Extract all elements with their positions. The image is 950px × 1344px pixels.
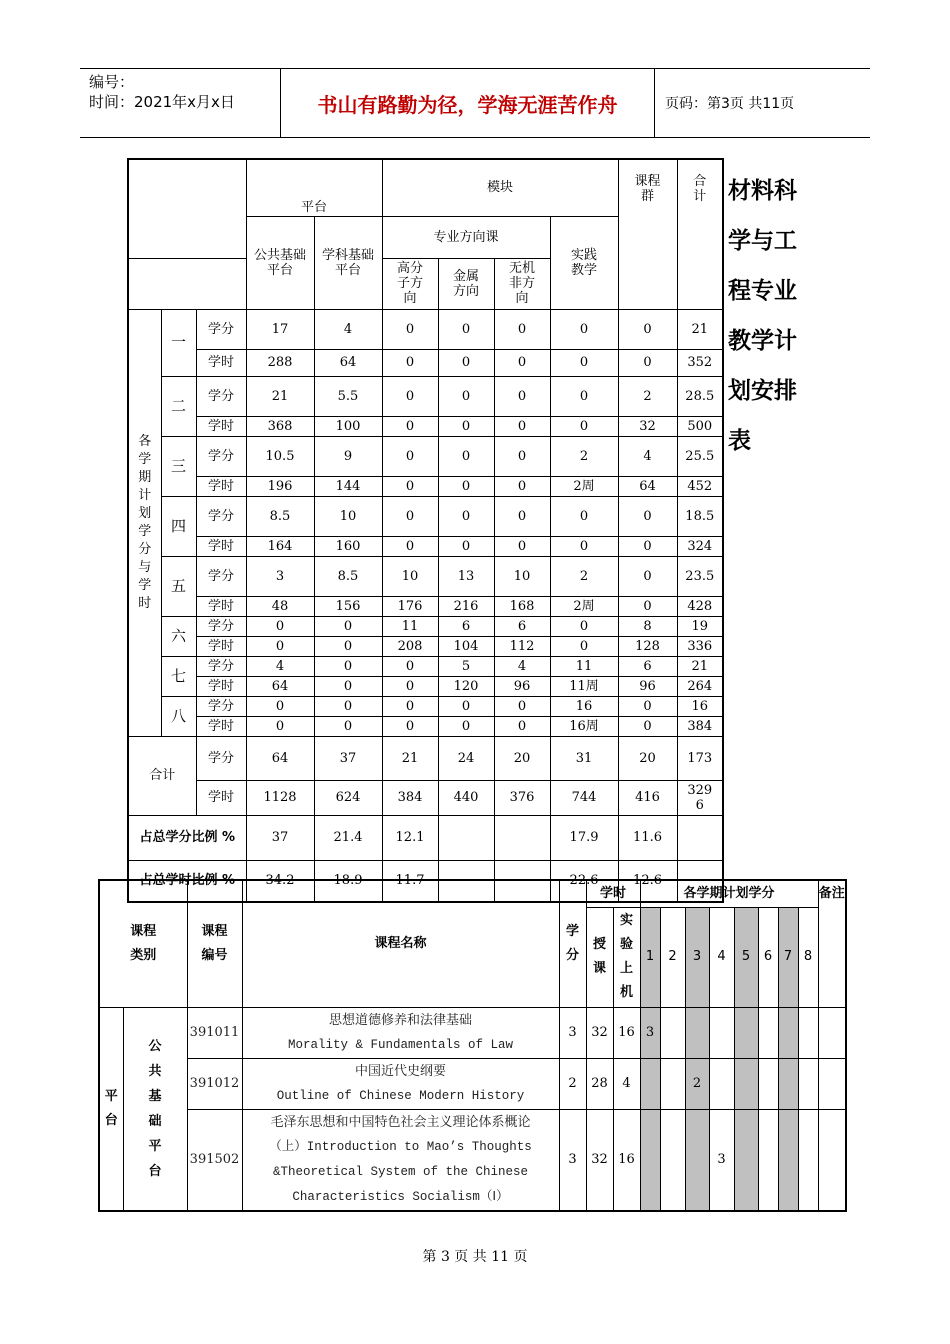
hour-cell: 0	[618, 536, 677, 556]
hour-ratio-cell: 22.6	[550, 860, 618, 902]
credit-cell: 0	[438, 309, 494, 349]
hour-cell: 144	[314, 476, 382, 496]
course-name	[242, 1109, 559, 1211]
course-remark	[818, 1109, 846, 1211]
hour-cell: 0	[382, 536, 438, 556]
category-level1: 平台	[99, 1007, 123, 1211]
credit-label: 学分	[196, 736, 246, 780]
course-semester-credit	[778, 1109, 798, 1211]
hour-cell: 368	[246, 416, 314, 436]
hour-cell: 100	[314, 416, 382, 436]
credit-label: 学分	[196, 556, 246, 596]
semester-row	[128, 536, 723, 556]
remark-header: 备注	[818, 880, 846, 1007]
credit-cell: 2	[550, 436, 618, 476]
course-semester-credit	[798, 1007, 818, 1058]
public-basic-header: 公共基础平台	[246, 216, 314, 309]
semester-header-3: 3	[685, 907, 709, 1007]
total-hour-cell: 744	[550, 780, 618, 815]
credit-cell: 0	[550, 616, 618, 636]
credit-ratio-cell	[677, 815, 723, 860]
semester-header-1: 1	[640, 907, 660, 1007]
course-code: 391011	[187, 1007, 242, 1058]
hour-ratio-cell: 34.2	[246, 860, 314, 902]
total-credit-cell: 37	[314, 736, 382, 780]
hour-cell: 0	[382, 716, 438, 736]
course-name-en: &Theoretical System of the Chinese	[272, 1164, 529, 1179]
course-semester-credit	[685, 1109, 709, 1211]
hour-cell: 452	[677, 476, 723, 496]
course-group-header: 课程群	[618, 159, 677, 309]
course-name-en: Characteristics Socialism（Ⅰ）	[292, 1189, 509, 1204]
course-table	[98, 879, 847, 1212]
semester-name: 四	[161, 496, 196, 556]
credit-ratio-cell: 21.4	[314, 815, 382, 860]
hour-cell: 0	[382, 349, 438, 376]
course-row	[99, 1109, 846, 1211]
semester-header-2: 2	[660, 907, 685, 1007]
credit-cell: 0	[550, 496, 618, 536]
hour-cell: 0	[618, 716, 677, 736]
polymer-header: 高分子方向	[382, 258, 438, 309]
hour-cell: 0	[314, 676, 382, 696]
page-footer: 第 3 页 共 11 页	[422, 1249, 528, 1265]
hour-cell: 156	[314, 596, 382, 616]
credit-ratio-cell: 17.9	[550, 815, 618, 860]
credit-cell: 10	[314, 496, 382, 536]
credit-ratio-cell	[494, 815, 550, 860]
credit-cell: 9	[314, 436, 382, 476]
credit-cell: 11	[382, 616, 438, 636]
semester-row	[128, 556, 723, 596]
header-meta	[80, 69, 281, 137]
credit-cell: 28.5	[677, 376, 723, 416]
hour-cell: 0	[494, 416, 550, 436]
course-semester-credit	[640, 1058, 660, 1109]
credit-cell: 17	[246, 309, 314, 349]
course-semester-credit	[734, 1109, 758, 1211]
credit-cell: 0	[246, 696, 314, 716]
course-lab: 16	[613, 1109, 640, 1211]
hour-cell: 0	[314, 716, 382, 736]
credit-cell: 4	[494, 656, 550, 676]
credit-header: 学分	[559, 880, 586, 1007]
total-credit-cell: 64	[246, 736, 314, 780]
hour-cell: 0	[494, 349, 550, 376]
semester-credits-header: 各学期计划学分	[640, 880, 818, 907]
semester-header-4: 4	[709, 907, 734, 1007]
hour-cell: 0	[382, 476, 438, 496]
course-code: 391502	[187, 1109, 242, 1211]
hour-cell: 384	[677, 716, 723, 736]
hour-cell: 0	[550, 416, 618, 436]
course-semester-credit	[640, 1109, 660, 1211]
hour-cell: 104	[438, 636, 494, 656]
page-header	[80, 68, 870, 138]
semester-name: 一	[161, 309, 196, 376]
credit-cell: 10.5	[246, 436, 314, 476]
semester-group-label: 各学期计划学分与学时	[128, 309, 161, 736]
course-semester-credit	[778, 1007, 798, 1058]
credit-label: 学分	[196, 376, 246, 416]
credit-cell: 21	[677, 656, 723, 676]
credit-cell: 2	[550, 556, 618, 596]
hour-cell: 288	[246, 349, 314, 376]
name-header: 课程名称	[242, 880, 559, 1007]
total-hour-cell: 1128	[246, 780, 314, 815]
hour-cell: 0	[382, 416, 438, 436]
credit-cell: 0	[494, 376, 550, 416]
course-remark	[818, 1007, 846, 1058]
semester-header-6: 6	[758, 907, 778, 1007]
credit-cell: 0	[246, 616, 314, 636]
course-row	[99, 1058, 846, 1109]
hour-cell: 64	[314, 349, 382, 376]
credit-ratio-cell: 37	[246, 815, 314, 860]
hour-cell: 0	[494, 536, 550, 556]
hour-cell: 96	[618, 676, 677, 696]
credit-cell: 4	[246, 656, 314, 676]
credit-ratio-cell: 12.1	[382, 815, 438, 860]
credit-cell: 0	[438, 496, 494, 536]
course-lab: 4	[613, 1058, 640, 1109]
summary-table	[127, 158, 724, 903]
hour-cell: 0	[550, 536, 618, 556]
header-page-info: 页码：第3页 共11页	[665, 96, 795, 112]
semester-name: 三	[161, 436, 196, 496]
total-credit-cell: 20	[494, 736, 550, 780]
credit-cell: 0	[438, 376, 494, 416]
credit-cell: 0	[550, 376, 618, 416]
hour-cell: 428	[677, 596, 723, 616]
hour-cell: 0	[382, 676, 438, 696]
hour-cell: 16周	[550, 716, 618, 736]
semester-row	[128, 436, 723, 476]
hour-label: 学时	[196, 536, 246, 556]
credit-label: 学分	[196, 616, 246, 636]
course-semester-credit	[685, 1007, 709, 1058]
course-semester-credit: 3	[709, 1109, 734, 1211]
hour-label: 学时	[196, 476, 246, 496]
semester-row	[128, 656, 723, 676]
hour-cell: 0	[438, 416, 494, 436]
semester-row	[128, 476, 723, 496]
credit-cell: 6	[618, 656, 677, 676]
course-semester-credit	[660, 1007, 685, 1058]
credit-cell: 0	[494, 696, 550, 716]
semester-row	[128, 376, 723, 416]
course-semester-credit	[660, 1058, 685, 1109]
credit-cell: 6	[494, 616, 550, 636]
hour-ratio-label: 占总学时比例 %	[128, 860, 246, 902]
hour-cell: 0	[550, 349, 618, 376]
credit-cell: 4	[618, 436, 677, 476]
total-credit-cell: 31	[550, 736, 618, 780]
course-lab: 16	[613, 1007, 640, 1058]
credit-cell: 0	[494, 309, 550, 349]
semester-row	[128, 496, 723, 536]
hour-cell: 0	[246, 716, 314, 736]
credit-ratio-label: 占总学分比例 %	[128, 815, 246, 860]
course-credit: 3	[559, 1007, 586, 1058]
corner-cell	[128, 159, 246, 258]
semester-row	[128, 309, 723, 349]
hour-label: 学时	[196, 349, 246, 376]
hour-label: 学时	[196, 676, 246, 696]
credit-label: 学分	[196, 656, 246, 676]
hour-cell: 164	[246, 536, 314, 556]
course-credit: 2	[559, 1058, 586, 1109]
hour-cell: 128	[618, 636, 677, 656]
course-code: 391012	[187, 1058, 242, 1109]
time-label: 时间：2021年x月x日	[89, 93, 235, 111]
hour-cell: 0	[438, 476, 494, 496]
hour-cell: 32	[618, 416, 677, 436]
total-credit-cell: 173	[677, 736, 723, 780]
total-hour-cell: 440	[438, 780, 494, 815]
total-row-label: 合计	[128, 736, 196, 815]
code-label: 编号：	[89, 73, 135, 91]
semester-row	[128, 416, 723, 436]
inorganic-header: 无机非方向	[494, 258, 550, 309]
credit-cell: 0	[494, 436, 550, 476]
course-semester-credit	[758, 1109, 778, 1211]
hour-cell: 160	[314, 536, 382, 556]
hour-cell: 0	[314, 636, 382, 656]
credit-cell: 19	[677, 616, 723, 636]
hour-cell: 11周	[550, 676, 618, 696]
course-name-cn: 思想道德修养和法律基础	[328, 1012, 472, 1028]
total-hour-cell: 624	[314, 780, 382, 815]
hour-cell: 196	[246, 476, 314, 496]
credit-cell: 21	[677, 309, 723, 349]
credit-cell: 4	[314, 309, 382, 349]
course-remark	[818, 1058, 846, 1109]
course-name-en: Outline of Chinese Modern History	[276, 1088, 525, 1103]
credit-cell: 16	[550, 696, 618, 716]
hour-cell: 0	[438, 716, 494, 736]
hour-cell: 2周	[550, 476, 618, 496]
credit-cell: 0	[618, 696, 677, 716]
semester-header-8: 8	[798, 907, 818, 1007]
hour-cell: 168	[494, 596, 550, 616]
credit-label: 学分	[196, 436, 246, 476]
credit-cell: 0	[438, 436, 494, 476]
semester-row	[128, 636, 723, 656]
course-credit: 3	[559, 1109, 586, 1211]
credit-cell: 8	[618, 616, 677, 636]
credit-cell: 5	[438, 656, 494, 676]
credit-cell: 0	[438, 696, 494, 716]
course-semester-credit	[798, 1109, 818, 1211]
hour-cell: 352	[677, 349, 723, 376]
credit-cell: 0	[314, 656, 382, 676]
credit-label: 学分	[196, 309, 246, 349]
credit-cell: 3	[246, 556, 314, 596]
semester-row	[128, 596, 723, 616]
semester-row	[128, 616, 723, 636]
hour-label: 学时	[196, 716, 246, 736]
total-header: 合计	[677, 159, 723, 309]
course-semester-credit: 2	[685, 1058, 709, 1109]
credit-cell: 0	[314, 616, 382, 636]
credit-cell: 8.5	[314, 556, 382, 596]
metal-header: 金属方向	[438, 258, 494, 309]
credit-cell: 25.5	[677, 436, 723, 476]
credit-cell: 16	[677, 696, 723, 716]
total-hour-cell: 376	[494, 780, 550, 815]
course-semester-credit	[734, 1058, 758, 1109]
hour-cell: 324	[677, 536, 723, 556]
total-credit-cell: 20	[618, 736, 677, 780]
hour-label: 学时	[196, 596, 246, 616]
total-hour-cell: 3296	[677, 780, 723, 815]
credit-label: 学分	[196, 696, 246, 716]
code-header: 课程编号	[187, 880, 242, 1007]
hours-header: 学时	[586, 880, 640, 907]
total-hour-cell: 416	[618, 780, 677, 815]
credit-cell: 0	[382, 309, 438, 349]
credit-cell: 8.5	[246, 496, 314, 536]
semester-row	[128, 696, 723, 716]
course-semester-credit	[758, 1058, 778, 1109]
semester-name: 七	[161, 656, 196, 696]
hour-ratio-cell: 18.9	[314, 860, 382, 902]
hour-label: 学时	[196, 416, 246, 436]
practice-header: 实践教学	[550, 216, 618, 309]
hour-cell: 0	[618, 349, 677, 376]
semester-name: 五	[161, 556, 196, 616]
hour-cell: 64	[246, 676, 314, 696]
semester-row	[128, 349, 723, 376]
course-name	[242, 1058, 559, 1109]
hour-cell: 120	[438, 676, 494, 696]
credit-cell: 2	[618, 376, 677, 416]
course-lecture: 32	[586, 1007, 613, 1058]
module-header: 模块	[382, 159, 618, 216]
hour-cell: 264	[677, 676, 723, 696]
corner-cell-lower	[128, 258, 246, 309]
header-motto: 书山有路勤为径，学海无涯苦作舟	[281, 69, 655, 137]
credit-ratio-cell	[438, 815, 494, 860]
hour-cell: 96	[494, 676, 550, 696]
subject-basic-header: 学科基础平台	[314, 216, 382, 309]
lab-header: 实验上机	[613, 907, 640, 1007]
course-semester-credit	[709, 1007, 734, 1058]
course-name-en: （上）Introduction to Mao’s Thoughts	[269, 1139, 532, 1154]
hour-cell: 208	[382, 636, 438, 656]
course-lecture: 28	[586, 1058, 613, 1109]
hour-cell: 0	[618, 596, 677, 616]
credit-cell: 0	[550, 309, 618, 349]
credit-cell: 0	[382, 376, 438, 416]
course-semester-credit	[709, 1058, 734, 1109]
credit-cell: 10	[382, 556, 438, 596]
major-direction-header: 专业方向课	[382, 216, 550, 258]
course-semester-credit	[758, 1007, 778, 1058]
hour-label: 学时	[196, 636, 246, 656]
hour-cell: 176	[382, 596, 438, 616]
hour-cell: 64	[618, 476, 677, 496]
hour-cell: 500	[677, 416, 723, 436]
hour-ratio-cell: 11.7	[382, 860, 438, 902]
credit-cell: 0	[382, 656, 438, 676]
credit-cell: 11	[550, 656, 618, 676]
credit-cell: 6	[438, 616, 494, 636]
credit-cell: 23.5	[677, 556, 723, 596]
hour-cell: 0	[438, 349, 494, 376]
course-semester-credit	[660, 1109, 685, 1211]
semester-header-7: 7	[778, 907, 798, 1007]
credit-cell: 0	[382, 696, 438, 716]
semester-row	[128, 716, 723, 736]
semester-name: 六	[161, 616, 196, 656]
hour-cell: 2周	[550, 596, 618, 616]
hour-cell: 0	[494, 716, 550, 736]
credit-cell: 0	[494, 496, 550, 536]
credit-cell: 13	[438, 556, 494, 596]
course-semester-credit	[734, 1007, 758, 1058]
credit-cell: 18.5	[677, 496, 723, 536]
credit-cell: 10	[494, 556, 550, 596]
credit-cell: 0	[382, 436, 438, 476]
total-credit-cell: 24	[438, 736, 494, 780]
course-semester-credit: 3	[640, 1007, 660, 1058]
credit-label: 学分	[196, 496, 246, 536]
course-lecture: 32	[586, 1109, 613, 1211]
hour-cell: 216	[438, 596, 494, 616]
hour-cell: 0	[246, 636, 314, 656]
semester-name: 二	[161, 376, 196, 436]
semester-name: 八	[161, 696, 196, 736]
credit-cell: 0	[618, 309, 677, 349]
hour-cell: 0	[438, 536, 494, 556]
semester-row	[128, 676, 723, 696]
total-credit-cell: 21	[382, 736, 438, 780]
hour-cell: 0	[550, 636, 618, 656]
credit-cell: 21	[246, 376, 314, 416]
credit-cell: 0	[618, 496, 677, 536]
hour-ratio-cell: 12.6	[618, 860, 677, 902]
course-name	[242, 1007, 559, 1058]
course-semester-credit	[798, 1058, 818, 1109]
hour-cell: 112	[494, 636, 550, 656]
category-header: 课程类别	[99, 880, 187, 1007]
hour-cell: 0	[494, 476, 550, 496]
hour-cell: 48	[246, 596, 314, 616]
course-name-cn: 毛泽东思想和中国特色社会主义理论体系概论	[270, 1114, 531, 1130]
credit-cell: 0	[618, 556, 677, 596]
credit-cell: 0	[314, 696, 382, 716]
credit-cell: 5.5	[314, 376, 382, 416]
credit-ratio-cell: 11.6	[618, 815, 677, 860]
credit-cell: 0	[382, 496, 438, 536]
course-semester-credit	[778, 1058, 798, 1109]
semester-header-5: 5	[734, 907, 758, 1007]
course-row	[99, 1007, 846, 1058]
course-name-cn: 中国近代史纲要	[354, 1063, 446, 1079]
hour-label: 学时	[196, 780, 246, 815]
course-name-en: Morality & Fundamentals of Law	[287, 1037, 514, 1052]
hour-cell: 336	[677, 636, 723, 656]
total-hour-cell: 384	[382, 780, 438, 815]
lecture-header: 授课	[586, 907, 613, 1007]
category-level2: 公共基础平台	[123, 1007, 187, 1211]
platform-header: 平台	[246, 159, 382, 216]
document-title: 材料科学与工程专业教学计划安排表	[728, 178, 797, 454]
